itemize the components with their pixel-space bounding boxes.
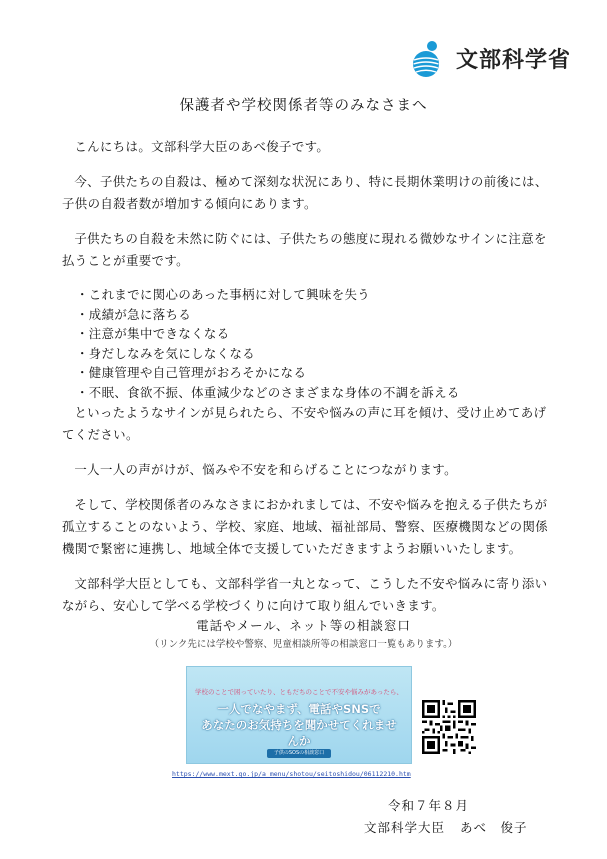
paragraph-signs-intro: 子供たちの自殺を未然に防ぐには、子供たちの態度に現れる微妙なサインに注意を払うことが重要です。 <box>62 231 547 268</box>
signs-list <box>62 285 552 402</box>
signer-position: 文部科学大臣 <box>364 820 446 835</box>
banner-main-text <box>197 701 401 749</box>
list-item: ・健康管理や自己管理がおろそかになる <box>76 365 307 380</box>
qr-code-icon[interactable] <box>422 700 476 754</box>
list-item: ・不眠、食欲不振、体重減少などのさまざまな身体の不調を訴える <box>76 384 460 400</box>
consultation-link[interactable]: https://www.mext.go.jp/a_menu/shotou/seitoshidou/06112210.htm <box>172 770 411 778</box>
list-item: ・これまでに関心のあった事柄に対して興味を失う <box>76 287 371 302</box>
signer-name: あべ 俊子 <box>460 820 528 835</box>
paragraph-commitment: 文部科学大臣としても、文部科学省一丸となって、こうした不安や悩みに寄り添いながら、安心して学べる学校づくりに向けて取り組んでいきます。 <box>62 576 548 613</box>
banner-main-line1: 一人でなやまず、電話やSNSで <box>217 702 381 716</box>
consultation-section <box>0 616 607 650</box>
page-title: 保護者や学校関係者等のみなさまへ <box>179 98 428 114</box>
consultation-title: 電話やメール、ネット等の相談窓口 <box>196 618 411 633</box>
paragraph-request: そして、学校関係者のみなさまにおかれましては、不安や悩みを抱える子供たちが孤立することのないよう、学校、家庭、地域、福祉部局、警察、医療機関などの関係機関で緊密に連携し、地域全体で支援していただきますようお願いいたします。 <box>62 497 549 556</box>
letter-date: 令和７年８月 <box>388 798 470 813</box>
paragraph-listen: といったようなサインが見られたら、不安や悩みの声に耳を傾け、受け止めてあげてください。 <box>62 405 547 442</box>
list-item: ・成績が急に落ちる <box>76 306 192 322</box>
letter-signer <box>364 818 528 836</box>
paragraph-greeting: こんにちは。文部科学大臣のあべ俊子です。 <box>74 139 330 154</box>
list-item: ・身だしなみを気にしなくなる <box>76 345 256 361</box>
banner-top-text: 学校のことで困っていたり、ともだちのことで不安や悩みがあったら、 <box>195 688 403 696</box>
org-logo <box>408 38 571 78</box>
sos-banner[interactable] <box>186 666 412 764</box>
paragraph-situation: 今、子供たちの自殺は、極めて深刻な状況にあり、特に長期休業明けの前後には、子供の自殺者数が増加する傾向にあります。 <box>62 174 548 211</box>
org-name: 文部科学省 <box>456 47 572 73</box>
list-item: ・注意が集中できなくなる <box>76 326 230 341</box>
mext-logo-icon <box>408 38 448 78</box>
paragraph-voice: 一人一人の声がけが、悩みや不安を和らげることにつながります。 <box>74 462 457 477</box>
banner-main-line2: あなたのお気持ちを聞かせてくれませんか <box>201 718 397 748</box>
letter-body <box>62 136 552 617</box>
banner-badge: 子供のSOSの相談窓口 <box>267 749 331 758</box>
consultation-note: （リンク先には学校や警察、児童相談所等の相談窓口一覧もあります。） <box>149 639 458 650</box>
